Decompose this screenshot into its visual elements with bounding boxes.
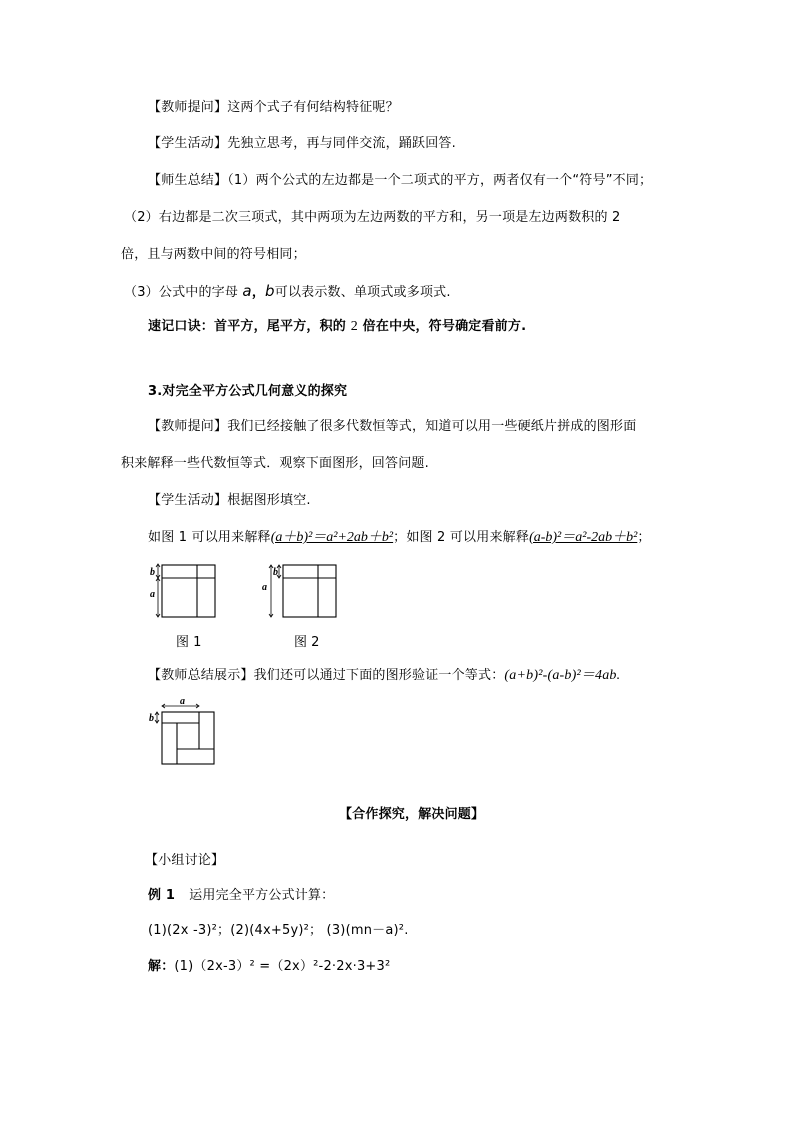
teacher-summary-text: 我们还可以通过下面的图形验证一个等式： <box>253 668 505 683</box>
summary-point-2-line-2 <box>121 247 306 263</box>
summary-text: （1）两个公式的左边都是一个二项式的平方，两者仅有一个“符号”不同； <box>227 173 653 188</box>
teacher-question-label: 【教师提问】 <box>148 100 228 115</box>
mnemonic-prefix: 速记口诀：首平方，尾平方，积的 <box>148 319 351 334</box>
letter-a: a <box>242 282 252 300</box>
summary-point-3-suffix: 可以表示数、单项式或多项式. <box>274 285 451 300</box>
student-activity-1 <box>148 136 456 152</box>
summary-point-3 <box>124 283 451 301</box>
section-heading <box>148 384 347 400</box>
mnemonic <box>148 319 526 335</box>
answer-blank-1: (a＋b)²＝a²+2ab＋b² <box>270 530 394 545</box>
student-activity-label: 【学生活动】 <box>148 136 228 151</box>
figure-3 <box>146 696 220 770</box>
fig1-label-a: a <box>150 589 155 600</box>
solution-line <box>148 959 390 975</box>
fig2-label-a: a <box>262 582 267 593</box>
mnemonic-number: 2 <box>350 319 358 334</box>
figure-1 <box>143 560 223 622</box>
student-activity-text: 先独立思考，再与同伴交流，踊跃回答. <box>227 136 456 151</box>
problems-line <box>148 923 409 939</box>
summary-point-2-line-1 <box>124 210 620 226</box>
fill-prefix: 如图 1 可以用来解释 <box>148 530 271 545</box>
problems-text: (1)(2x -3)²；(2)(4x+5y)²； (3)(mn－a)². <box>148 923 409 938</box>
teacher-summary-formula: (a+b)²-(a-b)²＝4ab. <box>504 668 621 683</box>
figure-1-caption: 图 1 <box>176 635 202 650</box>
summary-point-2-continuation: 倍，且与两数中间的符号相同； <box>121 247 306 262</box>
fig3-label-a: a <box>180 696 185 707</box>
fig1-outer-square <box>162 565 215 617</box>
section-heading-text: 3.对完全平方公式几何意义的探究 <box>148 384 348 399</box>
example-1-label: 例 1 <box>148 888 176 903</box>
figure-2-caption: 图 2 <box>294 635 320 650</box>
fig1-label-b: b <box>150 567 155 578</box>
summary-point-2-text: （2）右边都是二次三项式，其中两项为左边两数的平方和，另一项是左边两数积的 2 <box>124 210 621 225</box>
example-1-text: 运用完全平方公式计算： <box>189 888 335 903</box>
fig2-outer-square <box>283 565 336 617</box>
fig3-label-b: b <box>149 713 154 724</box>
example-1 <box>148 888 334 904</box>
fill-in-line <box>148 530 651 546</box>
cooperation-heading-text: 【合作探究，解决问题】 <box>339 807 485 822</box>
fig2-label-b: b <box>273 567 278 578</box>
group-discussion <box>145 853 224 869</box>
student-activity-2-label: 【学生活动】 <box>148 493 228 508</box>
fill-middle: ；如图 2 可以用来解释 <box>393 530 530 545</box>
summary-point-3-prefix: （3）公式中的字母 <box>124 285 243 300</box>
summary-label: 【师生总结】 <box>148 173 228 188</box>
letter-comma: ， <box>251 285 266 300</box>
teacher-summary <box>148 668 620 684</box>
figure-2 <box>257 560 341 622</box>
fill-suffix: ； <box>637 530 651 545</box>
teacher-question-1 <box>148 100 399 116</box>
teacher-question-2-label: 【教师提问】 <box>148 419 228 434</box>
solution-text: (1)（2x-3）² =（2x）²-2·2x·3+3² <box>174 959 391 974</box>
mnemonic-suffix: 倍在中央，符号确定看前方. <box>357 319 527 334</box>
teacher-question-text: 这两个式子有何结构特征呢？ <box>227 100 399 115</box>
fig3-outer-square <box>162 712 214 764</box>
student-activity-2 <box>148 493 311 509</box>
cooperation-heading <box>339 807 484 823</box>
answer-blank-2: (a-b)²＝a²-2ab＋b² <box>529 530 638 545</box>
summary-point-1 <box>148 173 652 189</box>
letter-b: b <box>265 282 275 300</box>
teacher-summary-label: 【教师总结展示】 <box>148 668 254 683</box>
teacher-question-2-line-2 <box>121 456 429 472</box>
teacher-question-2-text: 我们已经接触了很多代数恒等式，知道可以用一些硬纸片拼成的图形面 <box>227 419 637 434</box>
teacher-question-2-line-1 <box>148 419 636 435</box>
teacher-question-2-continuation: 积来解释一些代数恒等式．观察下面图形，回答问题. <box>121 456 429 471</box>
group-discussion-label: 【小组讨论】 <box>145 853 225 868</box>
solution-label: 解： <box>148 959 175 974</box>
student-activity-2-text: 根据图形填空. <box>227 493 311 508</box>
